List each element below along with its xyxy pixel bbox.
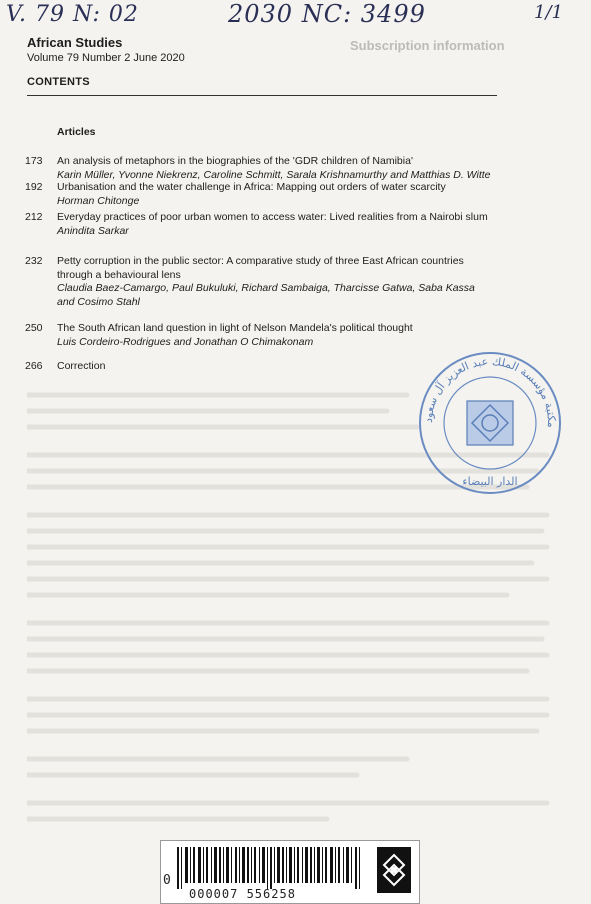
handwritten-volume-note: V. 79 N: 02 (6, 2, 139, 27)
barcode-sticker (160, 840, 420, 904)
toc-page-number: 266 (25, 360, 43, 372)
barcode-bars (171, 847, 371, 889)
barcode-lead-digit: 0 (163, 873, 171, 888)
toc-article-title: The South African land question in light of Nelson Mandela's political thought (57, 322, 413, 334)
toc-page-number: 173 (25, 155, 43, 167)
toc-article-title: Everyday practices of poor urban women to access water: Lived realities from a Nairobi slum (57, 211, 488, 223)
toc-article-authors: Anindita Sarkar (57, 224, 129, 237)
library-logo-icon (377, 847, 411, 893)
toc-article-title: Petty corruption in the public sector: A comparative study of three East African countries through a behavioural lens (57, 255, 464, 281)
toc-article-authors: Horman Chitonge (57, 194, 140, 207)
toc-article-title: An analysis of metaphors in the biographies of the 'GDR children of Namibia' (57, 155, 413, 167)
toc-article-title: Urbanisation and the water challenge in Africa: Mapping out orders of water scarcity (57, 181, 446, 193)
heading-rule (27, 95, 497, 96)
stamp-seal-icon (415, 345, 565, 500)
toc-page-number: 192 (25, 181, 43, 193)
section-label-articles: Articles (57, 126, 96, 138)
toc-article-authors: Karin Müller, Yvonne Niekrenz, Caroline Schmitt, Sarala Krishnamurthy and Matthias D. Witte (57, 168, 491, 181)
barcode-number: 000007 556258 (189, 887, 296, 901)
volume-line: Volume 79 Number 2 June 2020 (27, 52, 185, 64)
toc-entry-4[interactable] (25, 255, 485, 309)
toc-page-number: 250 (25, 322, 43, 334)
toc-article-title: Correction (57, 360, 106, 372)
faint-subscription-heading: Subscription information (350, 38, 505, 53)
library-stamp (415, 345, 565, 500)
toc-entry-1[interactable] (25, 155, 525, 182)
handwritten-fraction-note: 1/1 (534, 2, 563, 23)
journal-name: African Studies (27, 35, 123, 50)
toc-page-number: 212 (25, 211, 43, 223)
toc-page-number: 232 (25, 255, 43, 267)
stamp-ring-text: مكتبة مؤسسة الملك عبد العزيز آل سعود (421, 354, 559, 428)
stamp-city-text: الدار البيضاء (462, 475, 518, 488)
toc-article-authors: Luis Cordeiro-Rodrigues and Jonathan O Chimakonam (57, 335, 314, 348)
toc-entry-3[interactable] (25, 211, 525, 238)
handwritten-catalog-note: 2030 NC: 3499 (228, 0, 426, 28)
contents-heading: CONTENTS (27, 76, 90, 88)
toc-entry-2[interactable] (25, 181, 525, 208)
toc-article-authors: Claudia Baez-Camargo, Paul Bukuluki, Richard Sambaiga, Tharcisse Gatwa, Saba Kassa and Cosimo Stahl (57, 282, 475, 308)
